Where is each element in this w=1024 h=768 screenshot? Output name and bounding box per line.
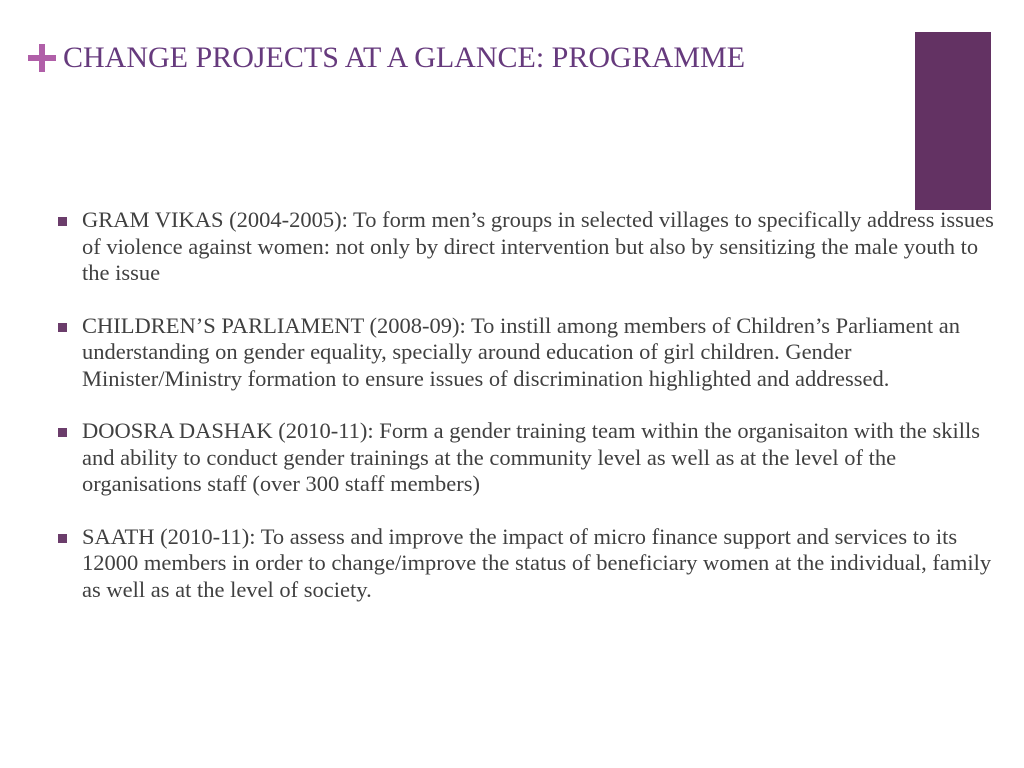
accent-block bbox=[915, 32, 991, 210]
square-bullet-icon bbox=[58, 323, 67, 332]
plus-icon-vertical-bar bbox=[39, 44, 45, 72]
bullet-item-gram-vikas bbox=[58, 207, 998, 287]
slide-title: CHANGE PROJECTS AT A GLANCE: PROGRAMME bbox=[63, 41, 746, 74]
bullet-text: CHILDREN’S PARLIAMENT (2008-09): To instill among members of Children’s Parliament an understanding on gender equality, specially around education of girl children. Gender Minister/Ministry formation to ensure issues of discrimination highlighted and addressed. bbox=[82, 312, 960, 391]
square-bullet-icon bbox=[58, 217, 67, 226]
plus-icon bbox=[28, 44, 56, 72]
bullet-text: SAATH (2010-11): To assess and improve the impact of micro finance support and services to its 12000 members in order to change/improve the status of beneficiary women at the individual, family as well as at the level of society. bbox=[82, 523, 992, 602]
bullet-item-saath bbox=[58, 524, 998, 604]
bullet-list bbox=[58, 207, 998, 629]
bullet-item-doosra-dashak bbox=[58, 418, 998, 498]
bullet-text: DOOSRA DASHAK (2010-11): Form a gender training team within the organisaiton with the skills and ability to conduct gender trainings at the community level as well as at the level of the organisations staff (over 300 staff members) bbox=[82, 418, 981, 496]
square-bullet-icon bbox=[58, 534, 67, 543]
bullet-text: GRAM VIKAS (2004-2005): To form men’s groups in selected villages to specifically address issues of violence against women: not only by direct intervention but also by sensitizing the male youth to the issue bbox=[82, 207, 994, 285]
bullet-item-childrens-parliament bbox=[58, 313, 998, 393]
square-bullet-icon bbox=[58, 428, 67, 437]
